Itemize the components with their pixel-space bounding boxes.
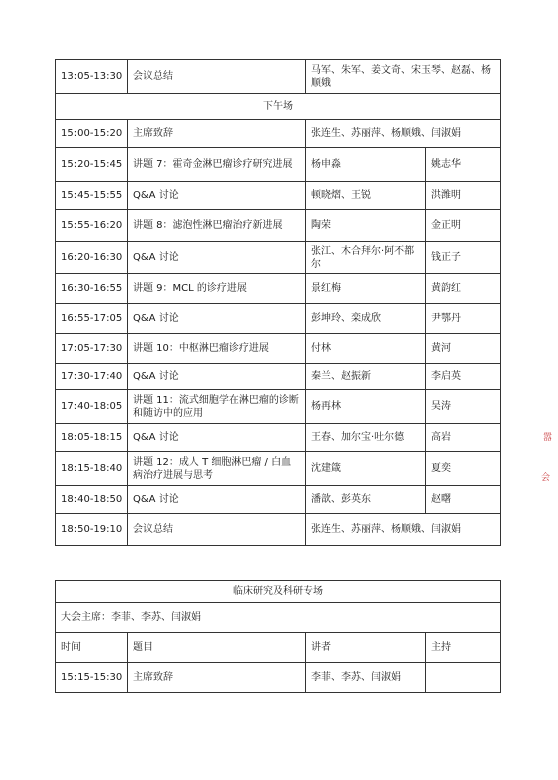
afternoon-schedule-table [55,59,501,546]
row-title: 讲题 9：MCL 的诊疗进展 [128,274,306,304]
row-speaker: 付林 [306,334,426,364]
schedule-row [56,486,501,514]
row-time: 18:05-18:15 [56,424,128,452]
row-title: Q&A 讨论 [128,242,306,274]
row-speaker: 秦兰、赵振新 [306,364,426,390]
row-host: 李启英 [426,364,501,390]
section-header-row [56,94,501,120]
row-host: 高岩 [426,424,501,452]
row-host: 金正明 [426,210,501,242]
row-time: 18:40-18:50 [56,486,128,514]
section2-chairs: 大会主席：李菲、李苏、闫淑娟 [56,603,501,633]
row-title: 讲题 8：滤泡性淋巴瘤治疗新进展 [128,210,306,242]
row-time: 16:55-17:05 [56,304,128,334]
row-host [426,663,501,693]
row-speaker: 沈建箴 [306,452,426,486]
schedule-body [56,60,501,546]
section2-chairs-row [56,603,501,633]
stamp-fragment: 嚣 [542,433,552,443]
row-host: 吴涛 [426,390,501,424]
schedule-row [56,334,501,364]
section2-title-row [56,581,501,603]
section2-row [56,663,501,693]
schedule-row [56,148,501,182]
row-speaker: 张连生、苏丽萍、杨顺娥、闫淑娟 [306,120,501,148]
schedule-row [56,364,501,390]
header-time: 时间 [56,633,128,663]
row-speaker: 马军、朱军、姜文奇、宋玉琴、赵磊、杨顺娥 [306,60,501,94]
header-host: 主持 [426,633,501,663]
row-speaker: 景红梅 [306,274,426,304]
row-title: Q&A 讨论 [128,182,306,210]
row-speaker: 张连生、苏丽萍、杨顺娥、闫淑娟 [306,514,501,546]
row-title: 讲题 10：中枢淋巴瘤诊疗进展 [128,334,306,364]
stamp-fragment: 会 [540,473,550,483]
row-speaker: 张江、木合拜尔·阿不都尔 [306,242,426,274]
section2-title: 临床研究及科研专场 [56,581,501,603]
row-host: 黄河 [426,334,501,364]
row-title: Q&A 讨论 [128,424,306,452]
schedule-row [56,182,501,210]
schedule-row [56,242,501,274]
row-time: 15:45-15:55 [56,182,128,210]
row-time: 16:30-16:55 [56,274,128,304]
row-time: 17:30-17:40 [56,364,128,390]
schedule-row [56,304,501,334]
schedule-row [56,390,501,424]
row-time: 17:05-17:30 [56,334,128,364]
row-time: 17:40-18:05 [56,390,128,424]
row-title: 讲题 7：霍奇金淋巴瘤诊疗研究进展 [128,148,306,182]
row-time: 15:55-16:20 [56,210,128,242]
row-time: 15:15-15:30 [56,663,128,693]
section2-header-row [56,633,501,663]
row-host: 洪潍明 [426,182,501,210]
schedule-row [56,274,501,304]
row-title: 主席致辞 [128,663,306,693]
row-speaker: 李菲、李苏、闫淑娟 [306,663,426,693]
row-time: 18:15-18:40 [56,452,128,486]
row-title: Q&A 讨论 [128,364,306,390]
schedule-row [56,120,501,148]
row-title: 主席致辞 [128,120,306,148]
row-title: 会议总结 [128,514,306,546]
row-host: 夏奕 [426,452,501,486]
row-host: 姚志华 [426,148,501,182]
header-title: 题目 [128,633,306,663]
row-title: Q&A 讨论 [128,486,306,514]
row-time: 15:20-15:45 [56,148,128,182]
row-speaker: 王春、加尔宝·吐尔德 [306,424,426,452]
row-host: 赵曙 [426,486,501,514]
row-speaker: 彭坤玲、栾成欣 [306,304,426,334]
schedule-row [56,452,501,486]
row-title: 讲题 12：成人 T 细胞淋巴瘤 / 白血病治疗进展与思考 [128,452,306,486]
section-label: 下午场 [56,94,501,120]
row-time: 18:50-19:10 [56,514,128,546]
row-speaker: 杨再林 [306,390,426,424]
row-speaker: 杨申淼 [306,148,426,182]
row-host: 钱正子 [426,242,501,274]
row-speaker: 陶荣 [306,210,426,242]
row-speaker: 顿晓熠、王锐 [306,182,426,210]
row-title: 会议总结 [128,60,306,94]
schedule-row [56,514,501,546]
row-host: 尹鄂丹 [426,304,501,334]
clinical-research-table [55,580,501,693]
row-host: 黄韵红 [426,274,501,304]
schedule-row [56,210,501,242]
schedule-row [56,424,501,452]
header-speaker: 讲者 [306,633,426,663]
row-title: 讲题 11：流式细胞学在淋巴瘤的诊断和随访中的应用 [128,390,306,424]
row-time: 13:05-13:30 [56,60,128,94]
row-time: 15:00-15:20 [56,120,128,148]
row-title: Q&A 讨论 [128,304,306,334]
schedule-row [56,60,501,94]
row-time: 16:20-16:30 [56,242,128,274]
row-speaker: 潘歆、彭英东 [306,486,426,514]
